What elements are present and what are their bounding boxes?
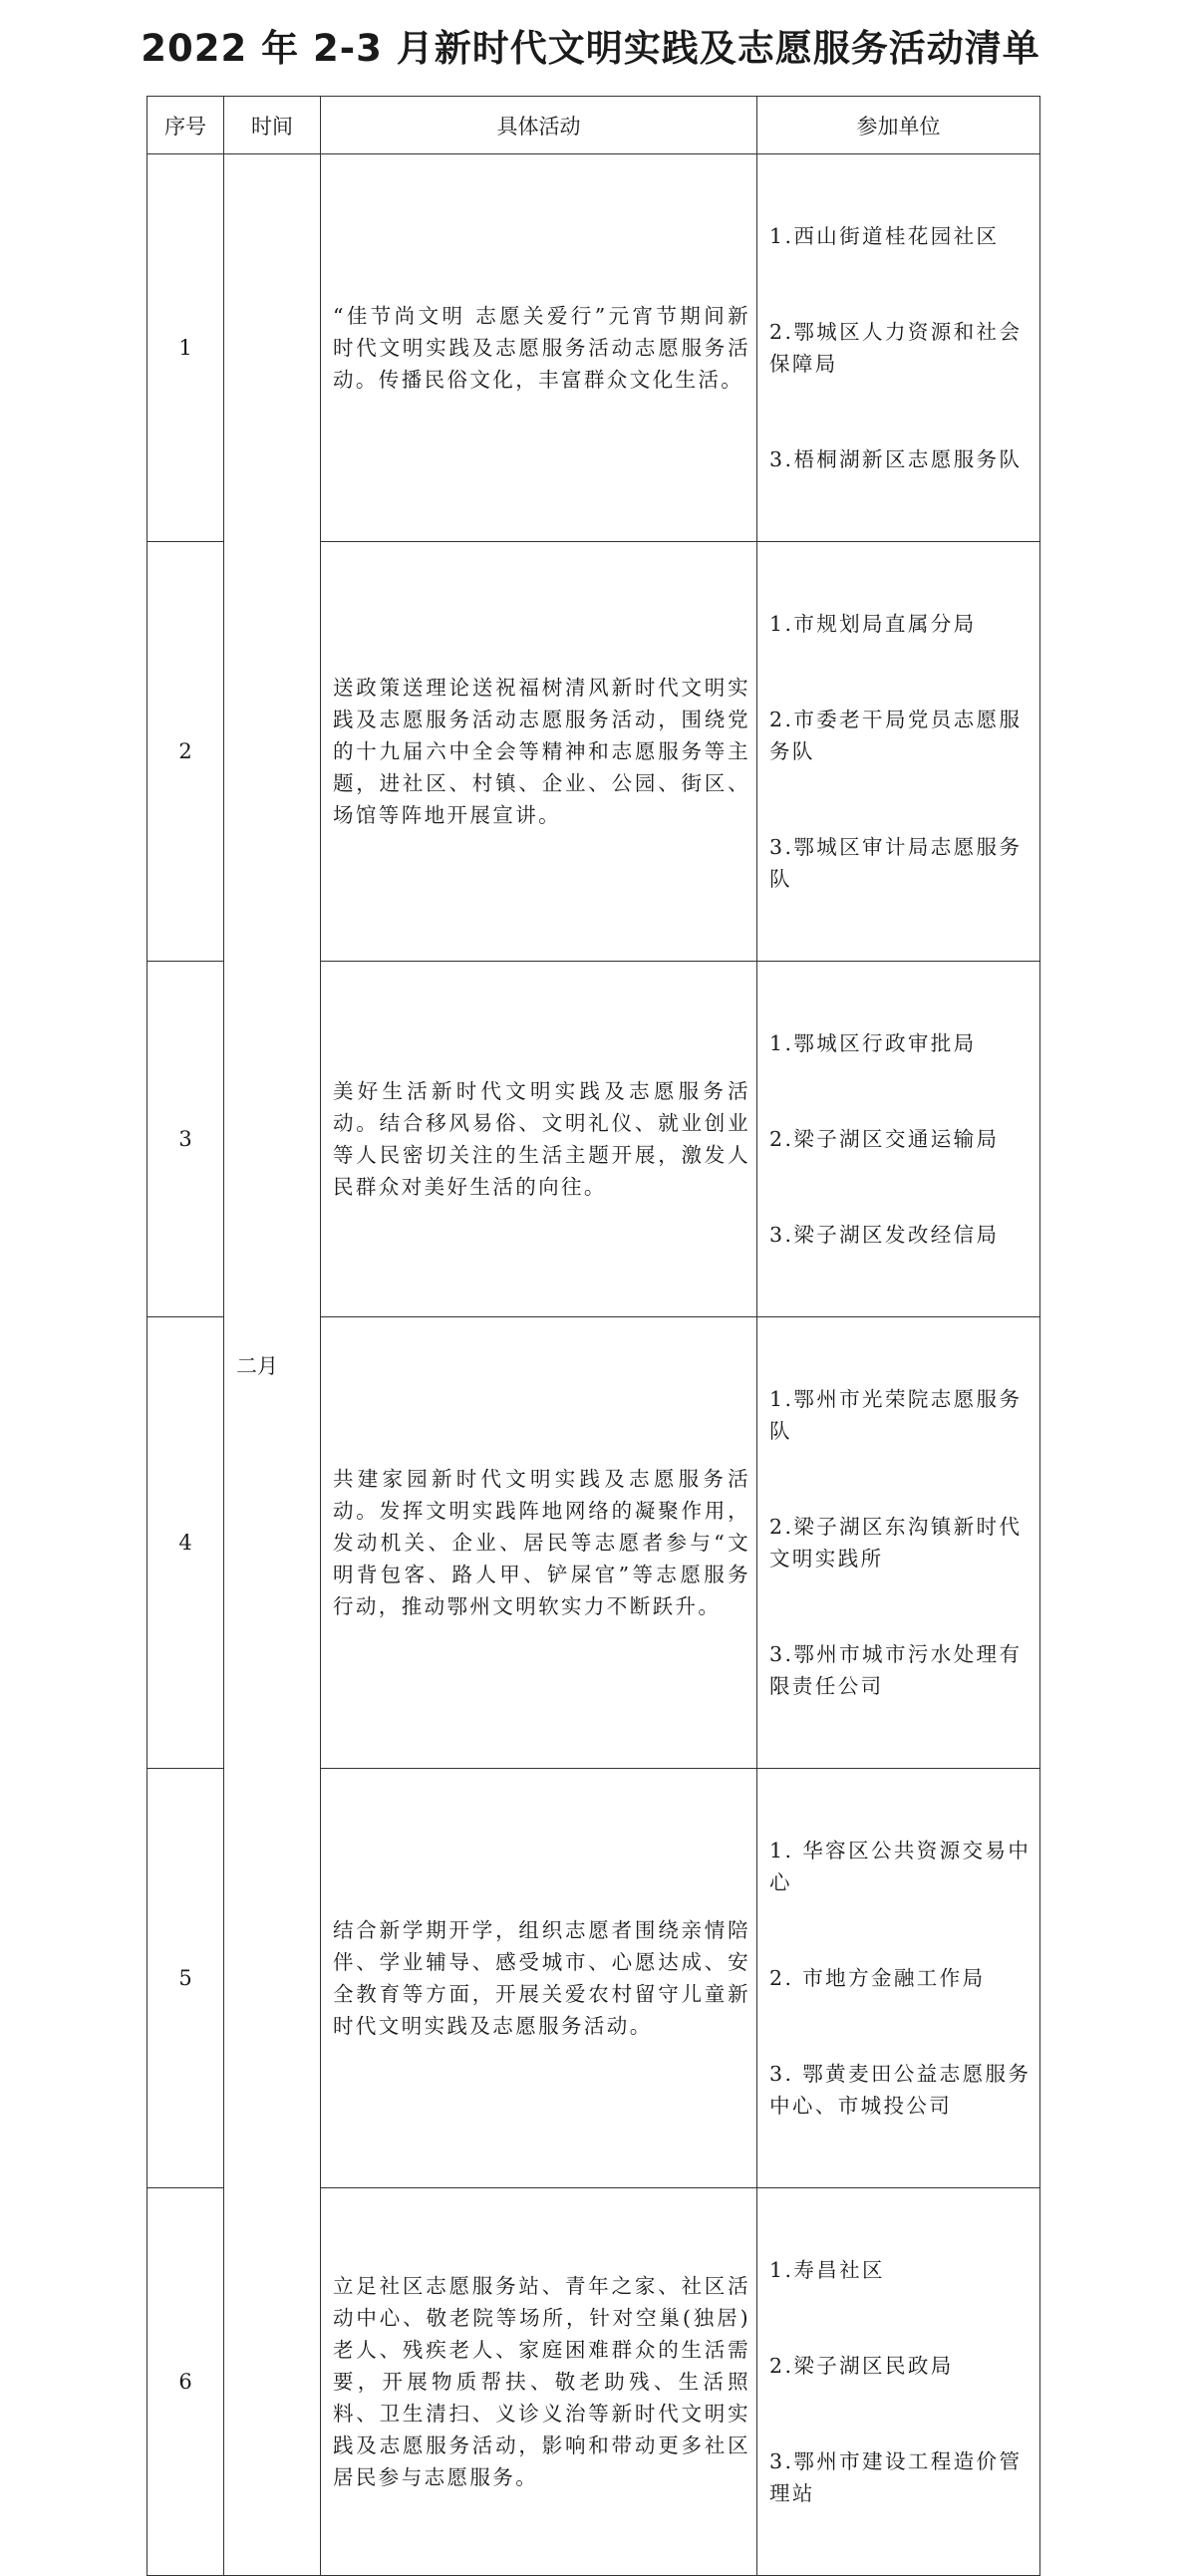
unit-item: 3.鄂州市城市污水处理有限责任公司 bbox=[769, 1642, 1023, 1698]
unit-item: 2. 市地方金融工作局 bbox=[769, 1966, 986, 1990]
seq-cell: 4 bbox=[148, 1317, 224, 1769]
units-cell bbox=[757, 542, 1040, 962]
units-cell bbox=[757, 154, 1040, 542]
seq-cell: 5 bbox=[148, 1769, 224, 2188]
seq-cell: 6 bbox=[148, 2188, 224, 2576]
seq-cell: 2 bbox=[148, 542, 224, 962]
month-cell: 二月 bbox=[224, 154, 321, 2576]
seq-cell: 1 bbox=[148, 154, 224, 542]
unit-item: 3.梁子湖区发改经信局 bbox=[769, 1223, 1000, 1247]
unit-item: 2.梁子湖区东沟镇新时代文明实践所 bbox=[769, 1515, 1023, 1571]
table-row bbox=[148, 154, 1040, 542]
activity-cell: 共建家园新时代文明实践及志愿服务活动。发挥文明实践阵地网络的凝聚作用，发动机关、企业、居民等志愿者参与“文明背包客、路人甲、铲屎官”等志愿服务行动，推动鄂州文明软实力不断跃升。 bbox=[321, 1317, 757, 1769]
units-cell bbox=[757, 962, 1040, 1317]
header-units: 参加单位 bbox=[757, 97, 1040, 154]
activity-cell: 送政策送理论送祝福树清风新时代文明实践及志愿服务活动志愿服务活动，围绕党的十九届六中全会等精神和志愿服务等主题，进社区、村镇、企业、公园、街区、场馆等阵地开展宣讲。 bbox=[321, 542, 757, 962]
unit-item: 2.梁子湖区交通运输局 bbox=[769, 1127, 1000, 1151]
unit-item: 3.梧桐湖新区志愿服务队 bbox=[769, 447, 1023, 471]
unit-item: 3. 鄂黄麦田公益志愿服务中心、市城投公司 bbox=[769, 2062, 1032, 2118]
unit-item: 1.鄂州市光荣院志愿服务队 bbox=[769, 1387, 1023, 1443]
activity-cell: 美好生活新时代文明实践及志愿服务活动。结合移风易俗、文明礼仪、就业创业等人民密切关注的生活主题开展，激发人民群众对美好生活的向往。 bbox=[321, 962, 757, 1317]
unit-item: 3.鄂州市建设工程造价管理站 bbox=[769, 2449, 1023, 2505]
page-title: 2022 年 2-3 月新时代文明实践及志愿服务活动清单 bbox=[141, 27, 1040, 70]
table-header-row bbox=[148, 97, 1040, 154]
unit-item: 1. 华容区公共资源交易中心 bbox=[769, 1839, 1032, 1894]
unit-item: 1.市规划局直属分局 bbox=[769, 612, 977, 636]
header-seq: 序号 bbox=[148, 97, 224, 154]
activity-table bbox=[147, 96, 1040, 2576]
unit-item: 2.市委老干局党员志愿服务队 bbox=[769, 708, 1023, 763]
activity-cell: “佳节尚文明 志愿关爱行”元宵节期间新时代文明实践及志愿服务活动志愿服务活动。传播民俗文化，丰富群众文化生活。 bbox=[321, 154, 757, 542]
activity-cell: 结合新学期开学，组织志愿者围绕亲情陪伴、学业辅导、感受城市、心愿达成、安全教育等方面，开展关爱农村留守儿童新时代文明实践及志愿服务活动。 bbox=[321, 1769, 757, 2188]
units-cell bbox=[757, 1317, 1040, 1769]
activity-cell: 立足社区志愿服务站、青年之家、社区活动中心、敬老院等场所，针对空巢(独居)老人、残疾老人、家庭困难群众的生活需要，开展物质帮扶、敬老助残、生活照料、卫生清扫、义诊义治等新时代文明实践及志愿服务活动，影响和带动更多社区居民参与志愿服务。 bbox=[321, 2188, 757, 2576]
header-activity: 具体活动 bbox=[321, 97, 757, 154]
unit-item: 1.鄂城区行政审批局 bbox=[769, 1031, 977, 1055]
units-cell bbox=[757, 2188, 1040, 2576]
unit-item: 2.鄂城区人力资源和社会保障局 bbox=[769, 320, 1023, 376]
unit-item: 1.寿昌社区 bbox=[769, 2258, 885, 2282]
units-cell bbox=[757, 1769, 1040, 2188]
unit-item: 1.西山街道桂花园社区 bbox=[769, 224, 1000, 248]
unit-item: 2.梁子湖区民政局 bbox=[769, 2354, 954, 2378]
seq-cell: 3 bbox=[148, 962, 224, 1317]
header-time: 时间 bbox=[224, 97, 321, 154]
unit-item: 3.鄂城区审计局志愿服务队 bbox=[769, 835, 1023, 891]
